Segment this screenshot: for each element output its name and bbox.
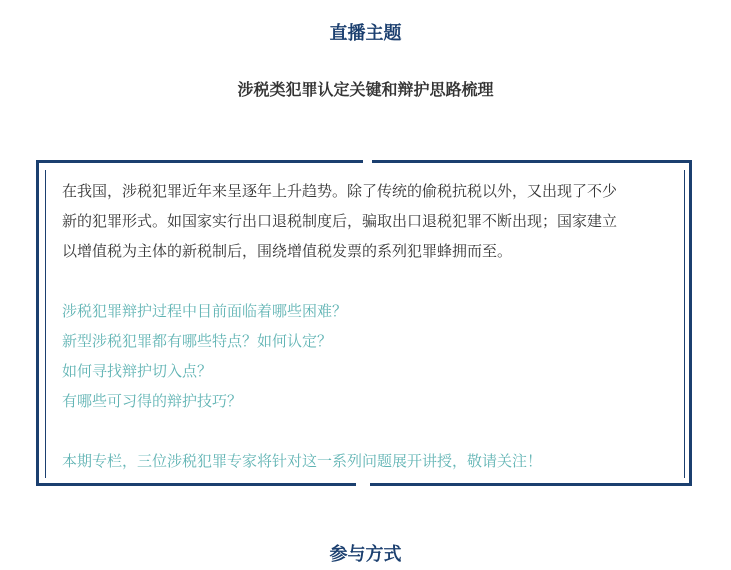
frame-top-left bbox=[36, 160, 363, 163]
frame-content bbox=[62, 176, 668, 476]
question-4: 有哪些可习得的辩护技巧？ bbox=[62, 392, 243, 410]
question-3: 如何寻找辩护切入点？ bbox=[62, 362, 213, 380]
intro-line-2: 新的犯罪形式。如国家实行出口退税制度后，骗取出口退税犯罪不断出现；国家建立 bbox=[62, 212, 618, 230]
frame-bottom-right bbox=[370, 483, 692, 486]
topic-subtitle: 涉税类犯罪认定关键和辩护思路梳理 bbox=[237, 80, 494, 99]
frame-inner-line-left bbox=[45, 170, 46, 478]
section-title-live-topic: 直播主题 bbox=[329, 23, 402, 44]
frame-inner-line-right bbox=[684, 170, 685, 478]
closing-text: 本期专栏，三位涉税犯罪专家将针对这一系列问题展开讲授，敬请关注！ bbox=[62, 452, 543, 470]
section-title-participation: 参与方式 bbox=[329, 544, 402, 565]
intro-line-1: 在我国，涉税犯罪近年来呈逐年上升趋势。除了传统的偷税抗税以外，又出现了不少 bbox=[62, 182, 618, 200]
frame-top-right bbox=[372, 160, 692, 163]
frame-bottom-left bbox=[36, 483, 356, 486]
question-2: 新型涉税犯罪都有哪些特点？如何认定？ bbox=[62, 332, 333, 350]
intro-line-3: 以增值税为主体的新税制后，围绕增值税发票的系列犯罪蜂拥而至。 bbox=[62, 242, 513, 260]
question-1: 涉税犯罪辩护过程中目前面临着哪些困难？ bbox=[62, 302, 348, 320]
